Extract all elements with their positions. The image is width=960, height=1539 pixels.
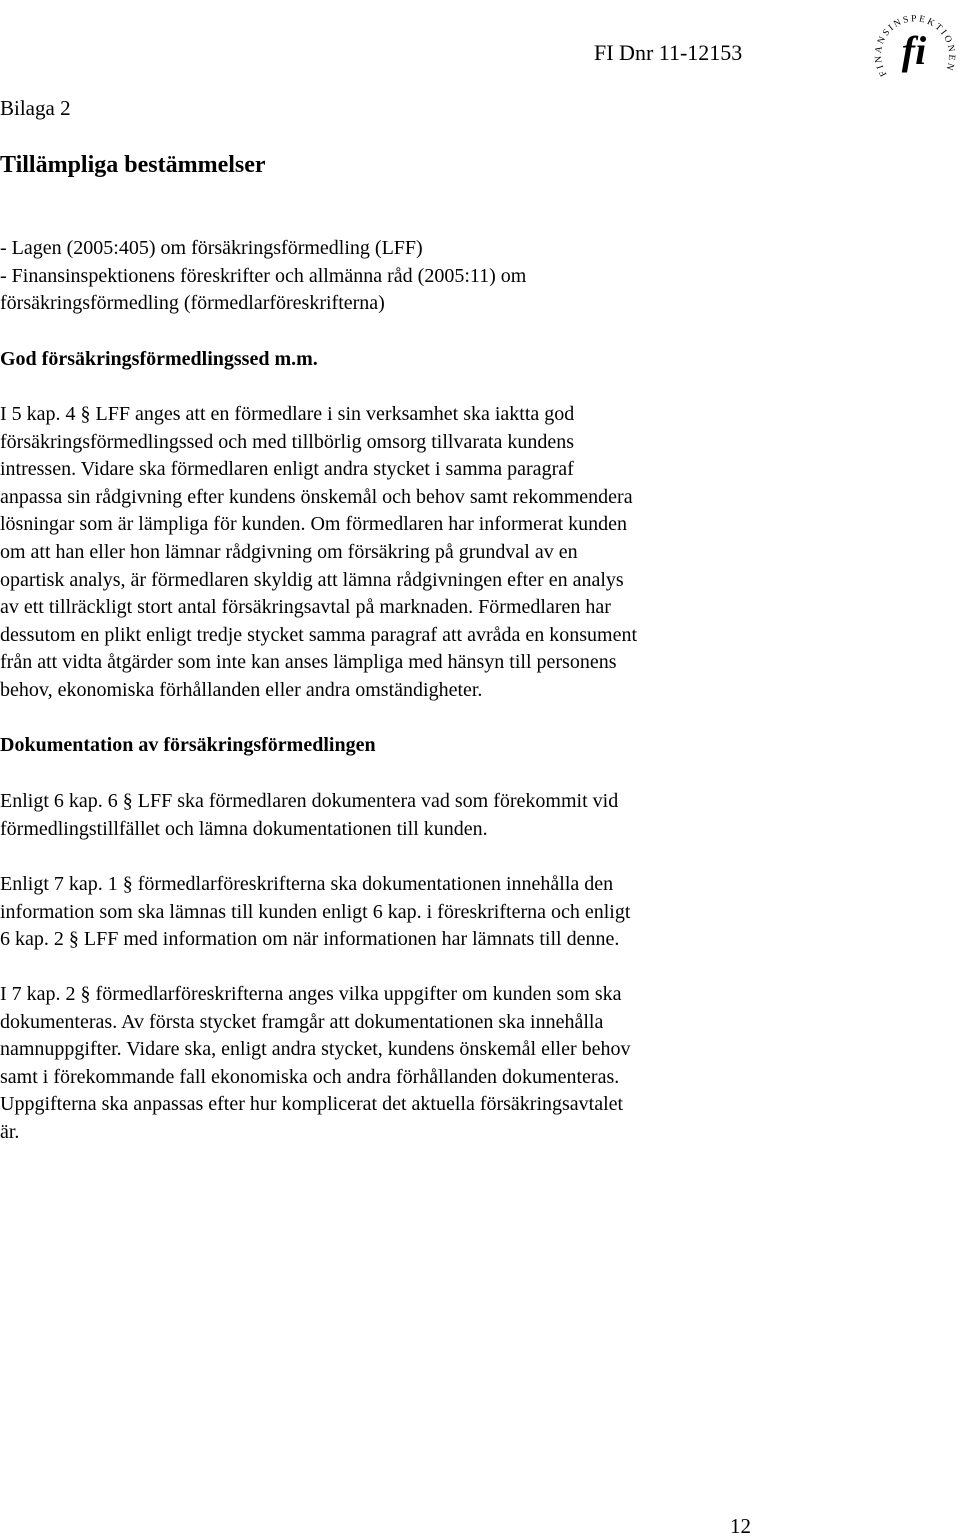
page-number: 12: [730, 1514, 751, 1538]
section-paragraph: I 7 kap. 2 § förmedlarföreskrifterna anges vilka uppgifter om kunden som ska dokumenteras. Av första stycket framgår att dokumentationen ska innehålla namnuppgifter. Vidare ska, enligt andra stycket, kundens önskemål eller behov samt i förekommande fall ekonomiska och andra förhållanden dokumenteras. Uppgifterna ska anpassas efter hur komplicerat det aktuella försäkringsavtalet är.: [0, 983, 631, 1143]
page-title: Tillämpliga bestämmelser: [0, 152, 266, 178]
section-paragraph: Enligt 6 kap. 6 § LFF ska förmedlaren dokumentera vad som förekommit vid förmedlingstillfället och lämna dokumentationen till kunden.: [0, 790, 619, 840]
section-heading-god-sed: God försäkringsförmedlingssed m.m.: [0, 348, 318, 370]
appendix-label: Bilaga 2: [0, 96, 71, 120]
reference-list: [0, 235, 760, 318]
reference-item: - Finansinspektionens föreskrifter och allmänna råd (2005:11) om försäkringsförmedling (förmedlarföreskrifterna): [0, 264, 527, 315]
document-number: FI Dnr 11-12153: [594, 40, 743, 65]
finansinspektionen-logo: [866, 0, 960, 94]
logo-ring-text: FINANSINSPEKTIONEN: [873, 14, 957, 78]
reference-item: - Lagen (2005:405) om försäkringsförmedling (LFF): [0, 237, 423, 259]
section-heading-dokumentation: Dokumentation av försäkringsförmedlingen: [0, 734, 376, 756]
logo-monogram: fi: [901, 28, 927, 73]
section-paragraph: Enligt 7 kap. 1 § förmedlarföreskrifterna ska dokumentationen innehålla den information som ska lämnas till kunden enligt 6 kap. i föreskrifterna och enligt 6 kap. 2 § LFF med information om när informationen har lämnats till denne.: [0, 873, 631, 951]
section-paragraph: I 5 kap. 4 § LFF anges att en förmedlare i sin verksamhet ska iaktta god försäkringsförmedlingssed och med tillbörlig omsorg tillvarata kundens intressen. Vidare ska förmedlaren enligt andra stycket i samma paragraf anpassa sin rådgivning efter kundens önskemål och behov samt rekommendera lösningar som är lämpliga för kunden. Om förmedlaren har informerat kunden om att han eller hon lämnar rådgivning om försäkring på grundval av en opartisk analys, är förmedlaren skyldig att lämna rådgivningen efter en analys av ett tillräckligt stort antal försäkringsavtal på marknaden. Förmedlaren har dessutom en plikt enligt tredje stycket samma paragraf att avråda en konsument från att vidta åtgärder som inte kan anses lämpliga med hänsyn till personens behov, ekonomiska förhållanden eller andra omständigheter.: [0, 403, 638, 701]
